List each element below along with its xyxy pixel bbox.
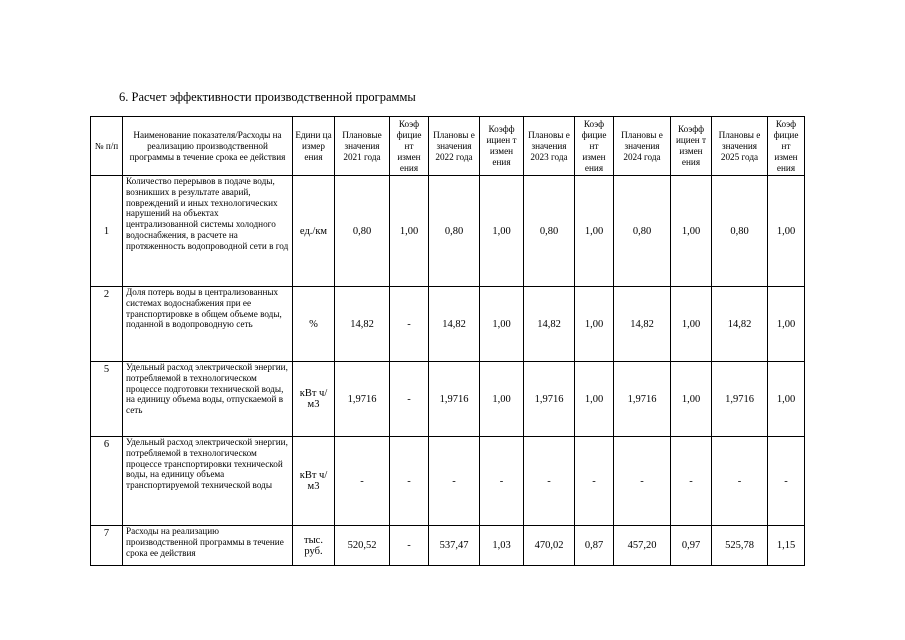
row-name: Количество перерывов в подаче воды, возникших в результате аварий, повреждений и иных технологических нарушений на объектах централизованной системы холодного водоснабжения, в расчете на протяженность водопроводной сети в год: [123, 176, 293, 287]
cell-value: 1,00: [671, 362, 712, 437]
header-num: № п/п: [91, 117, 123, 176]
cell-value: 0,80: [429, 176, 480, 287]
row-num: 5: [91, 362, 123, 437]
table-row: [91, 526, 805, 566]
cell-value: 1,00: [768, 176, 805, 287]
cell-value: -: [390, 362, 429, 437]
cell-value: 1,9716: [712, 362, 768, 437]
cell-value: 0,80: [712, 176, 768, 287]
row-unit: ед./км: [293, 176, 335, 287]
table-header-row: [91, 117, 805, 176]
cell-value: -: [390, 526, 429, 566]
cell-value: -: [614, 437, 671, 526]
cell-value: 0,97: [671, 526, 712, 566]
cell-value: -: [768, 437, 805, 526]
cell-value: 14,82: [614, 287, 671, 362]
cell-value: 1,00: [480, 362, 524, 437]
header-plan-2025: Плановы е значения 2025 года: [712, 117, 768, 176]
cell-value: -: [524, 437, 575, 526]
cell-value: 1,00: [575, 287, 614, 362]
cell-value: 0,80: [614, 176, 671, 287]
cell-value: -: [480, 437, 524, 526]
row-unit: кВт ч/м3: [293, 362, 335, 437]
document-title: 6. Расчет эффективности производственной программы: [119, 90, 416, 104]
cell-value: -: [429, 437, 480, 526]
header-plan-2024: Плановы е значения 2024 года: [614, 117, 671, 176]
row-unit: %: [293, 287, 335, 362]
row-name: Расходы на реализацию производственной программы в течение срока ее действия: [123, 526, 293, 566]
header-coef-2023: Коэф фицие нт измен ения: [575, 117, 614, 176]
cell-value: 1,00: [575, 362, 614, 437]
header-plan-2021: Плановые значения 2021 года: [335, 117, 390, 176]
cell-value: 14,82: [712, 287, 768, 362]
cell-value: 1,9716: [429, 362, 480, 437]
cell-value: -: [671, 437, 712, 526]
row-name: Доля потерь воды в централизованных системах водоснабжения при ее транспортировке в общем объеме воды, поданной в водопроводную сеть: [123, 287, 293, 362]
cell-value: -: [575, 437, 614, 526]
row-unit: тыс. руб.: [293, 526, 335, 566]
cell-value: 1,00: [480, 287, 524, 362]
header-name: Наименование показателя/Расходы на реализацию производственной программы в течение срока ее действия: [123, 117, 293, 176]
header-unit: Едини ца измер ения: [293, 117, 335, 176]
row-unit: кВт ч/м3: [293, 437, 335, 526]
table-row: [91, 362, 805, 437]
cell-value: 1,03: [480, 526, 524, 566]
cell-value: 1,00: [768, 362, 805, 437]
header-plan-2023: Плановы е значения 2023 года: [524, 117, 575, 176]
table-row: [91, 437, 805, 526]
row-name: Удельный расход электрической энергии, потребляемой в технологическом процессе подготовки технической воды, на единицу объема воды, отпускаемой в сеть: [123, 362, 293, 437]
row-num: 6: [91, 437, 123, 526]
header-coef-2024: Коэфф ициен т измен ения: [671, 117, 712, 176]
cell-value: 14,82: [335, 287, 390, 362]
cell-value: -: [712, 437, 768, 526]
cell-value: 1,00: [671, 287, 712, 362]
header-coef-2021: Коэф фицие нт измен ения: [390, 117, 429, 176]
cell-value: 470,02: [524, 526, 575, 566]
cell-value: 1,9716: [524, 362, 575, 437]
cell-value: -: [335, 437, 390, 526]
cell-value: 0,87: [575, 526, 614, 566]
cell-value: 1,00: [390, 176, 429, 287]
row-num: 2: [91, 287, 123, 362]
row-num: 7: [91, 526, 123, 566]
cell-value: 525,78: [712, 526, 768, 566]
cell-value: 0,80: [524, 176, 575, 287]
cell-value: 14,82: [524, 287, 575, 362]
efficiency-table: [90, 116, 805, 566]
cell-value: 1,00: [671, 176, 712, 287]
cell-value: 1,00: [768, 287, 805, 362]
cell-value: 1,15: [768, 526, 805, 566]
row-num: 1: [91, 176, 123, 287]
cell-value: -: [390, 287, 429, 362]
cell-value: 1,9716: [335, 362, 390, 437]
cell-value: 1,00: [575, 176, 614, 287]
table-row: [91, 176, 805, 287]
header-coef-2022: Коэфф ициен т измен ения: [480, 117, 524, 176]
header-plan-2022: Плановы е значения 2022 года: [429, 117, 480, 176]
cell-value: 520,52: [335, 526, 390, 566]
cell-value: 457,20: [614, 526, 671, 566]
cell-value: 537,47: [429, 526, 480, 566]
cell-value: 1,00: [480, 176, 524, 287]
cell-value: 1,9716: [614, 362, 671, 437]
row-name: Удельный расход электрической энергии, потребляемой в технологическом процессе транспортировки технической воды, на единицу объема транспортируемой технической воды: [123, 437, 293, 526]
cell-value: 0,80: [335, 176, 390, 287]
table-row: [91, 287, 805, 362]
cell-value: -: [390, 437, 429, 526]
header-coef-2025: Коэф фицие нт измен ения: [768, 117, 805, 176]
cell-value: 14,82: [429, 287, 480, 362]
